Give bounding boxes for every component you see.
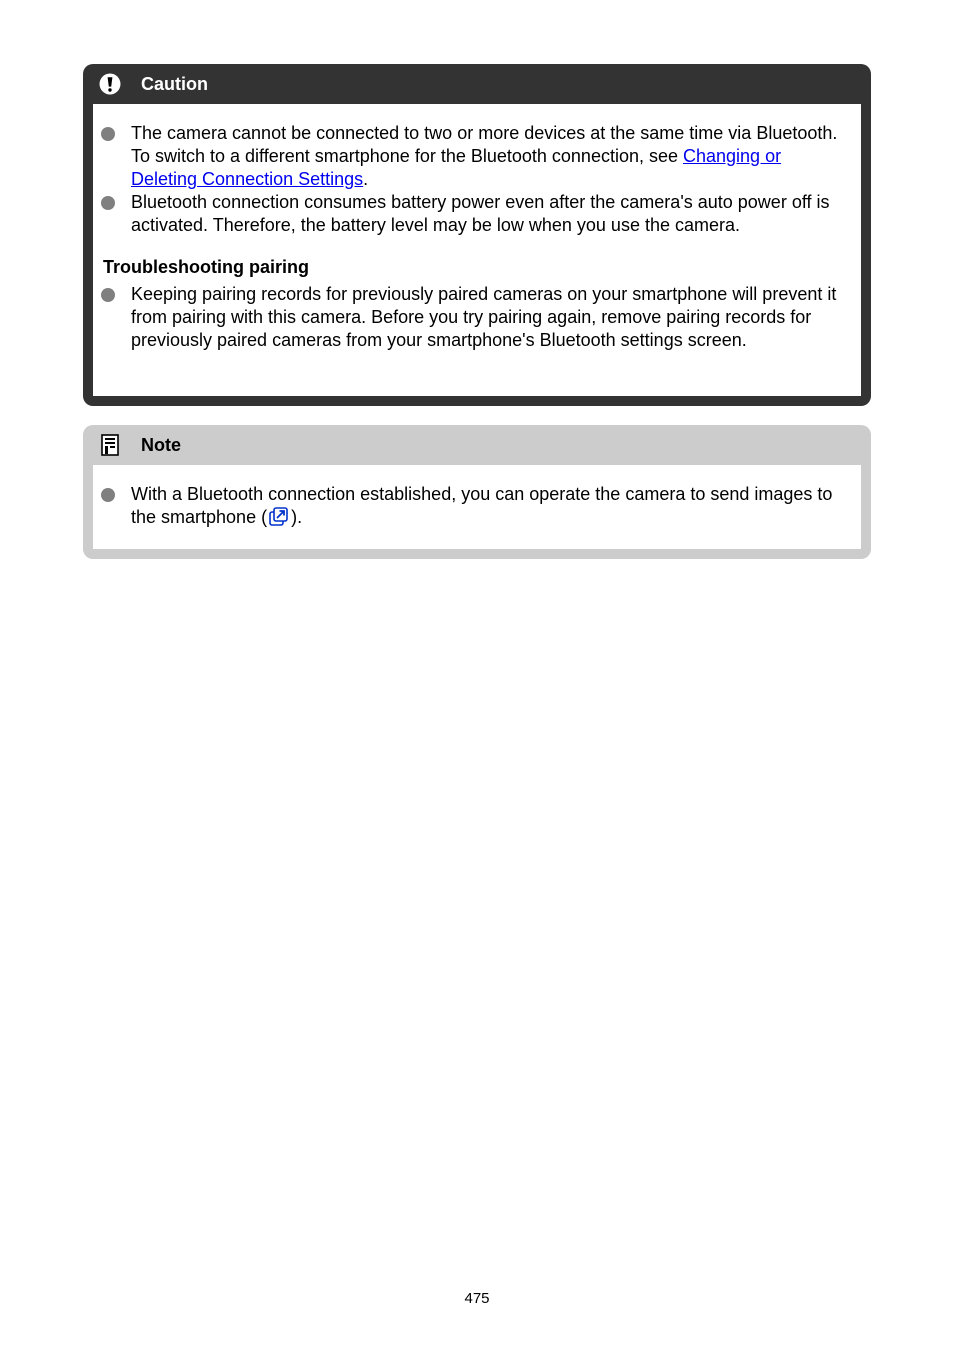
list-item-text: Keeping pairing records for previously paired cameras on your smartphone will prevent it from pairing with this camera. Before you try pairing again, remove pairing records for previously paired cameras from your smartphone's Bluetooth settings screen. [131,284,837,351]
caution-header [83,64,871,104]
list-item-text: Bluetooth connection consumes battery power even after the camera's auto power off is activated. Therefore, the battery level may be low when you use the camera. [131,192,830,236]
list-item-text-part: With a Bluetooth connection established, you can operate the camera to send images to the smartphone ( [131,484,833,528]
changing-or-deleting-connection-settings-link[interactable]: Changing or Deleting Connection Settings [131,146,782,190]
note-box [83,425,871,559]
bullet-icon [101,288,115,302]
bullet-icon [101,196,115,210]
troubleshooting-heading: Troubleshooting pairing [103,257,309,277]
page-number: 475 [464,1290,490,1307]
bullet-icon [101,127,115,141]
note-title: Note [141,435,181,455]
list-item-text [131,483,851,529]
caution-body [93,104,861,396]
link-reference-icon[interactable] [269,507,289,527]
note-header [83,425,871,465]
memo-icon [99,434,121,456]
caution-box [83,64,871,406]
list-item-text-part: . [363,169,369,190]
list-item-text-part: ). [291,507,303,528]
list-item-text [131,122,851,192]
caution-title: Caution [141,74,208,94]
bullet-icon [101,488,115,502]
list-item-text-part: The camera cannot be connected to two or more devices at the same time via Bluetooth. To switch to a different smartphone for the Bluetooth connection, see [131,123,838,167]
exclamation-icon [99,73,121,95]
note-body [93,465,861,549]
